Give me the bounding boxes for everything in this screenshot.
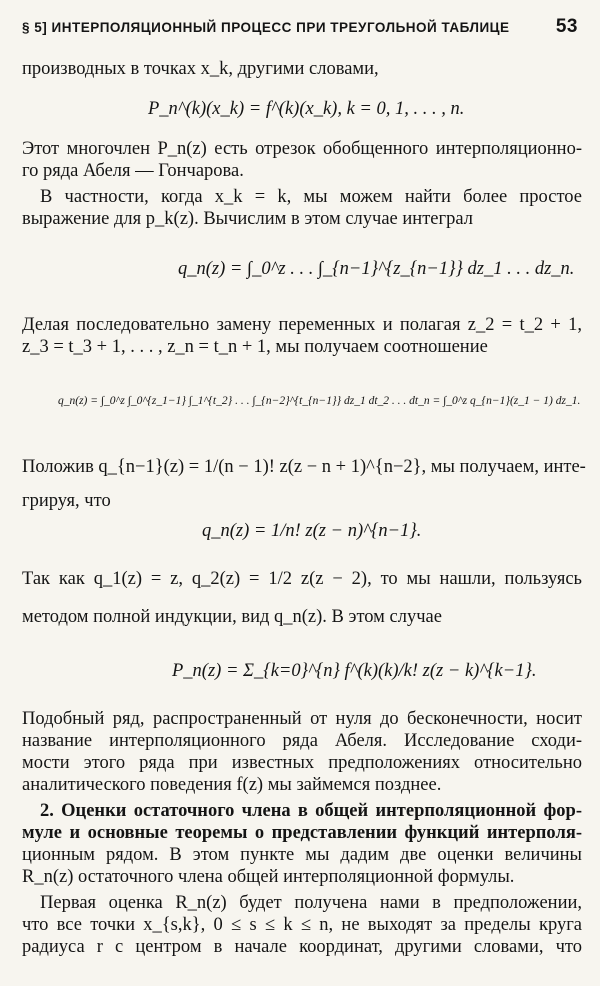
text-line: Первая оценка R_n(z) будет получена нами в предположении, xyxy=(40,893,582,913)
section-heading: 2. Оценки остаточного члена в общей интерполяционной фор- xyxy=(40,801,582,821)
section-title: § 5] ИНТЕРПОЛЯЦИОННЫЙ ПРОЦЕСС ПРИ ТРЕУГОЛЬНОЙ ТАБЛИЦЕ xyxy=(22,20,510,35)
text-line: Положив q_{n−1}(z) = 1/(n − 1)! z(z − n + 1)^{n−2}, мы получаем, инте- xyxy=(22,457,586,477)
text-line: выражение для p_k(z). Вычислим в этом случае интеграл xyxy=(22,209,473,229)
text-line: производных в точках x_k, другими словами, xyxy=(22,59,379,79)
text-line: R_n(z) остаточного члена общей интерполяционной формулы. xyxy=(22,867,515,887)
text-line: го ряда Абеля — Гончарова. xyxy=(22,161,244,181)
text-line: Делая последовательно замену переменных и полагая z_2 = t_2 + 1, xyxy=(22,315,582,335)
text-line: радиуса r с центром в начале координат, другими словами, что xyxy=(22,937,582,957)
text-line: Этот многочлен P_n(z) есть отрезок обобщенного интерполяционно- xyxy=(22,139,582,159)
page-number: 53 xyxy=(555,16,578,37)
text-line: мости этого ряда при известных предположениях относительно xyxy=(22,753,582,773)
running-header xyxy=(22,16,578,44)
text-line: z_3 = t_3 + 1, . . . , z_n = t_n + 1, мы получаем соотношение xyxy=(22,337,488,357)
text-line: ционным рядом. В этом пункте мы дадим две оценки величины xyxy=(22,845,582,865)
text-line: грируя, что xyxy=(22,491,111,511)
text-line: методом полной индукции, вид q_n(z). В этом случае xyxy=(22,607,442,627)
equation-integral-qn: q_n(z) = ∫_0^z . . . ∫_{n−1}^{z_{n−1}} dz_1 . . . dz_n. xyxy=(178,259,575,279)
text-line: Подобный ряд, распространенный от нуля до бесконечности, носит xyxy=(22,709,582,729)
text-line: Так как q_1(z) = z, q_2(z) = 1/2 z(z − 2), то мы нашли, пользуясь xyxy=(22,569,582,589)
text-line: название интерполяционного ряда Абеля. Исследование сходи- xyxy=(22,731,582,751)
text-line: В частности, когда x_k = k, мы можем найти более простое xyxy=(40,187,582,207)
equation-derivatives: P_n^(k)(x_k) = f^(k)(x_k), k = 0, 1, . . . , n. xyxy=(148,99,465,119)
equation-substitution: q_n(z) = ∫_0^z ∫_0^{z_1−1} ∫_1^{t_2} . . . ∫_{n−2}^{t_{n−1}} dz_1 dt_2 . . . dt_n = ∫_0^z q_{n−1}(z_1 − 1) dz_1. xyxy=(58,395,581,407)
text-line: аналитического поведения f(z) мы займемся позднее. xyxy=(22,775,442,795)
equation-abel-series: P_n(z) = Σ_{k=0}^{n} f^(k)(k)/k! z(z − k)^{k−1}. xyxy=(172,661,537,681)
equation-qn-result: q_n(z) = 1/n! z(z − n)^{n−1}. xyxy=(202,521,422,541)
section-heading: муле и основные теоремы о представлении функций интерполя- xyxy=(22,823,582,843)
text-line: что все точки x_{s,k}, 0 ≤ s ≤ k ≤ n, не выходят за пределы круга xyxy=(22,915,582,935)
